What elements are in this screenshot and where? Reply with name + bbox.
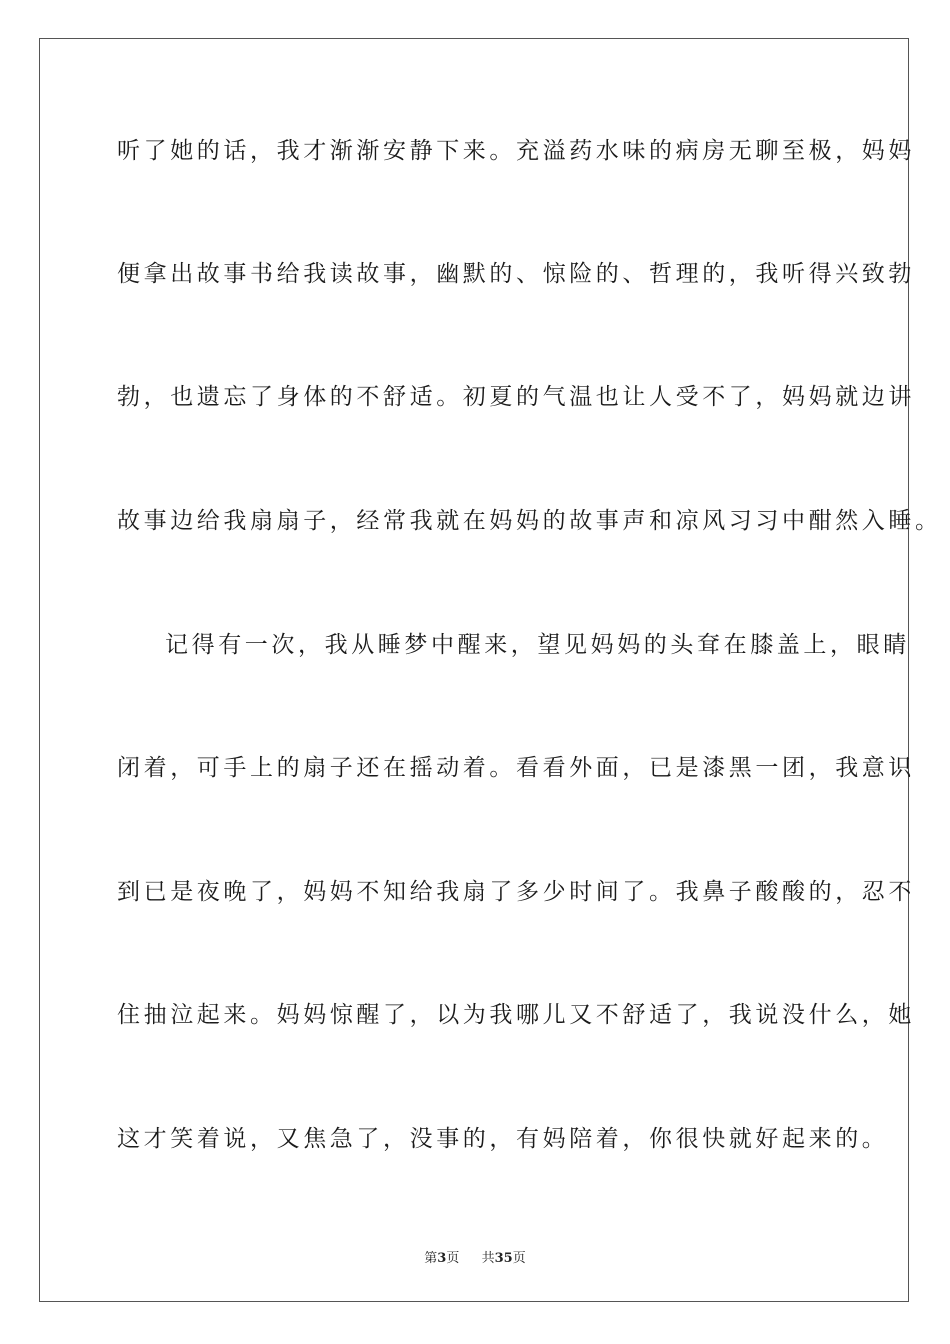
total-pages: 35 xyxy=(494,1251,513,1266)
text-line-7: 到已是夜晚了，妈妈不知给我扇了多少时间了。我鼻子酸酸的，忍不 xyxy=(117,879,915,905)
total-prefix: 共 xyxy=(481,1251,495,1266)
page-prefix: 第 xyxy=(424,1251,438,1266)
text-line-9: 这才笑着说，又焦急了，没事的，有妈陪着，你很快就好起来的。 xyxy=(117,1126,889,1152)
text-line-4: 故事边给我扇扇子，经常我就在妈妈的故事声和凉风习习中酣然入睡。 xyxy=(117,508,942,534)
text-line-5: 记得有一次，我从睡梦中醒来，望见妈妈的头耷在膝盖上，眼睛 xyxy=(165,632,910,658)
page-border xyxy=(39,38,909,1302)
text-line-6: 闭着，可手上的扇子还在摇动着。看看外面，已是漆黑一团，我意识 xyxy=(117,755,915,781)
text-line-1: 听了她的话，我才渐渐安静下来。充溢药水味的病房无聊至极，妈妈 xyxy=(117,138,915,164)
text-line-2: 便拿出故事书给我读故事，幽默的、惊险的、哲理的，我听得兴致勃 xyxy=(117,261,915,287)
total-suffix: 页 xyxy=(512,1251,526,1266)
page-suffix: 页 xyxy=(446,1251,460,1266)
page-footer xyxy=(0,1247,950,1266)
text-line-8: 住抽泣起来。妈妈惊醒了，以为我哪儿又不舒适了，我说没什么，她 xyxy=(117,1002,915,1028)
text-line-3: 勃，也遗忘了身体的不舒适。初夏的气温也让人受不了，妈妈就边讲 xyxy=(117,384,915,410)
page-number: 3 xyxy=(437,1251,447,1266)
